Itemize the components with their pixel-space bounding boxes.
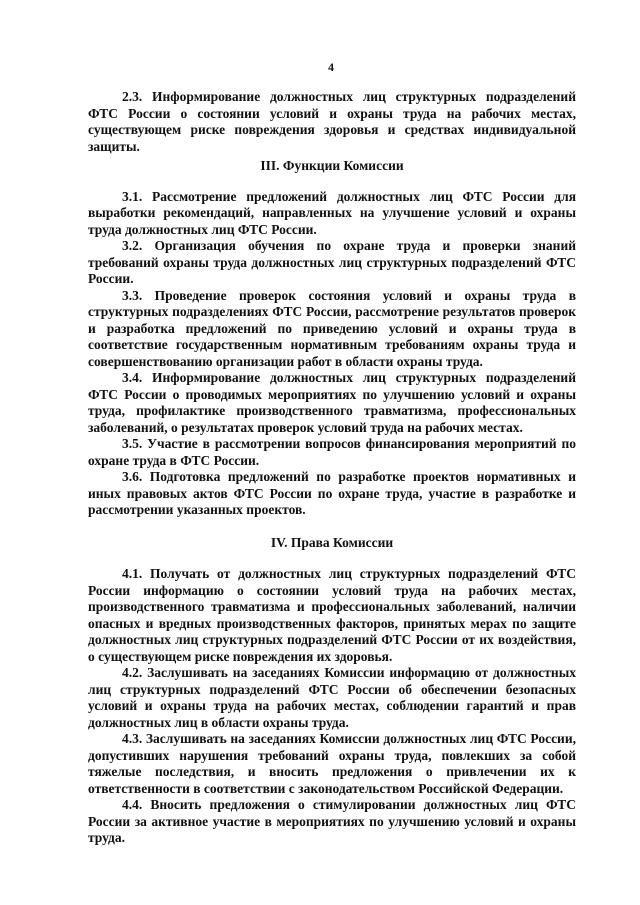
paragraph-3-2: 3.2. Организация обучения по охране труда и проверки знаний требований охраны труда должностных лиц структурных подразделений ФТС России. [88,238,576,286]
document-page [88,60,576,847]
paragraph-3-3: 3.3. Проведение проверок состояния условий и охраны труда в структурных подразделениях ФТС России, рассмотрение результатов проверок и разработка предложений по приведению условий и охраны труда в соответствие государственным нормативным требованиям охраны труда и совершенствованию организации работ в области охраны труда. [88,287,576,369]
paragraph-3-6: 3.6. Подготовка предложений по разработке проектов нормативных и иных правовых актов ФТС России по охране труда, участие в разработке и рассмотрении указанных проектов. [88,469,576,517]
paragraph-4-4: 4.4. Вносить предложения о стимулировании должностных лиц ФТС России за активное участие в мероприятиях по улучшению условий и охраны труда. [88,797,576,845]
paragraph-4-2: 4.2. Заслушивать на заседаниях Комиссии информацию от должностных лиц структурных подразделений ФТС России об обеспечении безопасных условий и охраны труда на рабочих местах, соблюдении гарантий и прав должностных лиц в области охраны труда. [88,665,576,730]
section-heading-functions: III. Функции Комиссии [260,158,404,173]
paragraph-3-5: 3.5. Участие в рассмотрении вопросов финансирования мероприятий по охране труда в ФТС России. [88,436,576,468]
paragraph-3-4: 3.4. Информирование должностных лиц структурных подразделений ФТС России о проводимых мероприятиях по улучшению условий и охраны труда, профилактике производственного травматизма, профессиональных заболеваний, о результатах проверок условий труда на рабочих местах. [88,370,576,435]
paragraph-3-1: 3.1. Рассмотрение предложений должностных лиц ФТС России для выработки рекомендаций, направленных на улучшение условий и охраны труда должностных лиц ФТС России. [88,188,576,237]
page-number: 4 [328,60,334,74]
paragraph-2-3: 2.3. Информирование должностных лиц структурных подразделений ФТС России о состоянии условий и охраны труда на рабочих местах, существующем риске повреждения здоровья и средствах индивидуальной защиты. [88,89,576,154]
paragraph-4-1: 4.1. Получать от должностных лиц структурных подразделений ФТС России информацию о состоянии условий труда на рабочих местах, производственного травматизма и профессиональных заболеваний, наличии опасных и вредных производственных факторов, принятых мерах по защите должностных лиц структурных подразделений ФТС России от их воздействия, о существующем риске повреждения их здоровья. [88,566,576,664]
section-heading-rights: IV. Права Комиссии [270,534,394,550]
paragraph-4-3: 4.3. Заслушивать на заседаниях Комиссии должностных лиц ФТС России, допустивших нарушения требований охраны труда, повлекших за собой тяжелые последствия, и вносить предложения о привлечении их к ответственности в соответствии с законодательством Российской Федерации. [88,731,576,796]
